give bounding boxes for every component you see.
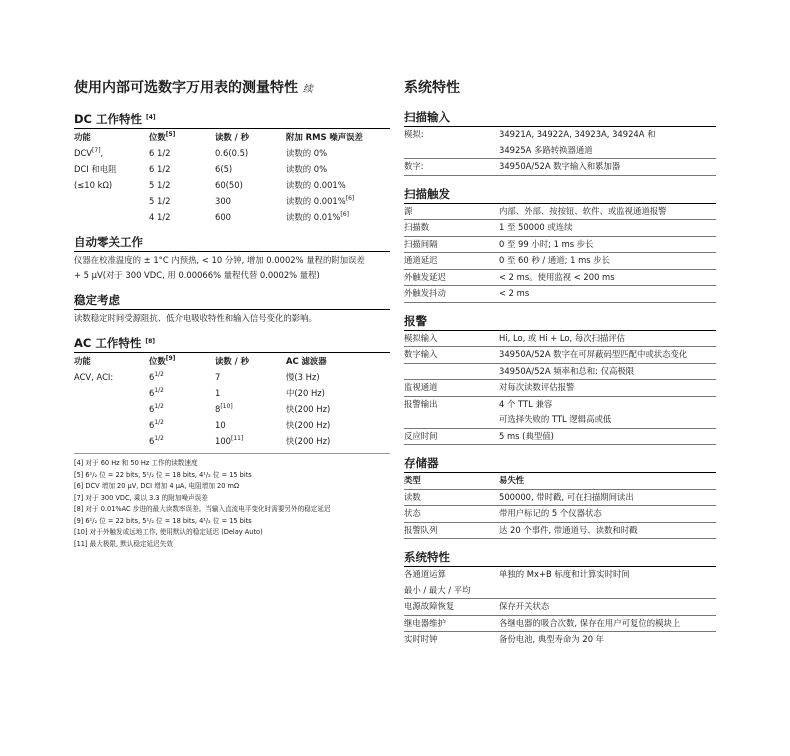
dc-noise-cell xyxy=(286,209,349,225)
spec-key: 报警输出 xyxy=(404,398,438,409)
right-section-title: 系统特性 xyxy=(404,550,716,567)
ac-row xyxy=(74,433,390,449)
dc-noise-cell xyxy=(286,177,346,193)
dc-noise-text: 读数的 0% xyxy=(286,164,328,174)
dc-rate-cell: 300 xyxy=(215,196,231,206)
dc-noise-text: 读数的 0% xyxy=(286,148,328,158)
footnote: [9] 6¹/₂ 位 = 22 bits, 5¹/₂ 位 = 18 bits, 4¹/₂ 位 = 15 bits xyxy=(74,516,252,525)
spec-value: Hi, Lo, 或 Hi + Lo, 每次扫描评估 xyxy=(499,332,626,343)
dc-row xyxy=(74,193,390,209)
spec-row xyxy=(404,380,716,397)
dc-noise-cell xyxy=(286,145,327,161)
footnote: [11] 最大极限, 默认稳定延迟失效 xyxy=(74,539,173,548)
footnotes xyxy=(74,453,390,550)
dc-function-cell xyxy=(74,161,149,177)
spec-value: 带用户标记的 5 个仪器状态 xyxy=(499,508,602,518)
spec-key: 读数 xyxy=(404,491,421,502)
spec-key: 状态 xyxy=(404,508,421,518)
ac-digits-frac: 1/2 xyxy=(154,387,164,394)
dc-function-text: DCV xyxy=(74,148,93,158)
spec-key: 外触发抖动 xyxy=(404,288,446,298)
dc-header-digits-ref: [5] xyxy=(165,131,176,138)
dc-function-cell xyxy=(74,177,149,193)
ac-title-ref: [8] xyxy=(145,338,156,345)
spec-value: 达 20 个事件, 带通道号、读数和时戳 xyxy=(499,524,638,535)
spec-row xyxy=(404,397,716,413)
spec-value: 0 至 99 小时; 1 ms 步长 xyxy=(499,238,594,249)
spec-row xyxy=(404,270,716,287)
dc-function-text: (≤10 kΩ) xyxy=(74,180,113,190)
dc-header-digits: 位数 xyxy=(149,132,166,142)
spec-value: 34950A/52A 频率和总和: 仅高极限 xyxy=(499,365,635,376)
spec-key: 数字输入 xyxy=(404,349,438,359)
spec-value: 单独的 Mx+B 标度和计算实时时间 xyxy=(499,569,630,579)
spec-row xyxy=(404,253,716,270)
ac-row xyxy=(74,401,390,417)
ac-digits-frac: 1/2 xyxy=(154,403,164,410)
ac-digits-main: 6 xyxy=(149,436,155,446)
footnote: [10] 对于外触发或远地工作, 使用默认的稳定延迟 (Delay Auto) xyxy=(74,528,263,536)
ac-digits-main: 6 xyxy=(149,404,155,414)
spec-row xyxy=(404,159,716,176)
spec-key: 源 xyxy=(404,205,413,216)
ac-rate-cell xyxy=(215,417,286,433)
autozero-text xyxy=(74,253,390,283)
spec-key xyxy=(404,412,499,428)
autozero-line-2: + 5 μV(对于 300 VDC, 用 0.00066% 量程代替 0.0002% 量程) xyxy=(74,270,320,280)
right-section xyxy=(404,187,716,303)
ac-function-cell xyxy=(74,417,149,433)
dc-header-noise: 附加 RMS 噪声误差 xyxy=(286,132,363,142)
spec-row xyxy=(404,237,716,254)
ac-rate-text: 8 xyxy=(215,404,221,414)
ac-digits-cell xyxy=(149,433,215,449)
ac-header-filter: AC 滤波器 xyxy=(286,356,327,366)
dc-header-function: 功能 xyxy=(74,132,91,142)
dc-digits-cell: 5 1/2 xyxy=(149,180,171,190)
spec-key: 模拟: xyxy=(404,129,424,139)
right-section xyxy=(404,550,716,648)
spec-row xyxy=(404,364,716,381)
right-section-title: 报警 xyxy=(404,314,716,331)
spec-value: 内部、外部、按按钮、软件、或监视通道报警 xyxy=(499,205,667,216)
spec-value: 易失性 xyxy=(499,475,525,485)
spec-value: 500000, 带时戳, 可在扫描期间读出 xyxy=(499,491,634,502)
spec-key: 最小 / 最大 / 平均 xyxy=(404,584,471,595)
ac-rate-ref: [10] xyxy=(220,403,233,410)
spec-key: 实时时钟 xyxy=(404,634,438,644)
spec-row xyxy=(404,616,716,633)
ac-function-cell xyxy=(74,433,149,449)
ac-rate-text: 10 xyxy=(215,420,226,430)
right-column xyxy=(404,78,716,648)
ac-rate-text: 1 xyxy=(215,388,221,398)
dc-title-text: DC 工作特性 xyxy=(74,112,142,126)
dc-row xyxy=(74,161,390,177)
ac-filter-cell: 快(200 Hz) xyxy=(286,404,331,414)
spec-value: 可选择失败的 TTL 逻辑高或低 xyxy=(499,414,612,424)
footnote: [5] 6¹/₂ 位 = 22 bits, 5¹/₂ 位 = 18 bits, 4¹/₂ 位 = 15 bits xyxy=(74,470,252,479)
dc-function-cell xyxy=(74,145,149,161)
ac-header-function: 功能 xyxy=(74,356,91,366)
spec-row xyxy=(404,220,716,237)
settling-title: 稳定考虑 xyxy=(74,293,390,310)
ac-header-digits: 位数 xyxy=(149,356,166,366)
spec-row xyxy=(404,583,716,600)
spec-value: 5 ms (典型值) xyxy=(499,430,554,441)
dc-noise-ref: [6] xyxy=(340,211,349,218)
ac-filter-cell: 慢(3 Hz) xyxy=(286,372,320,382)
ac-digits-main: 6 xyxy=(149,420,155,430)
spec-value: 0 至 60 秒 / 通道; 1 ms 步长 xyxy=(499,255,611,265)
ac-filter-cell: 中(20 Hz) xyxy=(286,388,325,398)
spec-key: 报警队列 xyxy=(404,524,438,535)
spec-row xyxy=(404,473,716,490)
ac-row xyxy=(74,417,390,433)
right-section xyxy=(404,110,716,176)
ac-row xyxy=(74,369,390,385)
ac-row xyxy=(74,385,390,401)
autozero-title: 自动零关工作 xyxy=(74,235,390,252)
spec-key xyxy=(404,364,499,380)
spec-row xyxy=(404,490,716,507)
dc-function-cell xyxy=(74,193,149,209)
spec-value: 保存开关状态 xyxy=(499,601,550,611)
ac-digits-main: 6 xyxy=(149,388,155,398)
dc-table xyxy=(74,129,390,225)
right-sections xyxy=(404,110,716,648)
spec-row xyxy=(404,599,716,616)
dc-rate-cell: 6(5) xyxy=(215,164,233,174)
spec-row xyxy=(404,429,716,446)
ac-function-cell: ACV, ACI: xyxy=(74,372,114,382)
dc-noise-cell xyxy=(286,193,354,209)
ac-rate-cell xyxy=(215,401,286,417)
dc-noise-cell xyxy=(286,161,327,177)
settling-section xyxy=(74,293,390,326)
spec-key: 各通道运算 xyxy=(404,569,446,579)
dc-rate-cell: 600 xyxy=(215,212,231,222)
ac-digits-cell xyxy=(149,417,215,433)
spec-value: 备份电池, 典型寿命为 20 年 xyxy=(499,634,605,644)
autozero-line-1: 仪器在校准温度的 ± 1°C 内预热, < 10 分钟, 增加 0.0002% 量程的附加误差 xyxy=(74,255,365,265)
dc-row xyxy=(74,177,390,193)
dc-function-tail: , xyxy=(100,148,104,158)
dc-row xyxy=(74,145,390,161)
spec-value: < 2 ms。使用监视 < 200 ms xyxy=(499,271,615,282)
spec-key: 类型 xyxy=(404,475,421,485)
right-section xyxy=(404,314,716,446)
dc-function-text: DCI 和电阻 xyxy=(74,164,117,174)
ac-digits-frac: 1/2 xyxy=(154,371,164,378)
spec-value: 对每次读数评估报警 xyxy=(499,382,575,392)
section-gap xyxy=(404,539,716,550)
spec-row xyxy=(404,567,716,583)
right-section-title: 扫描输入 xyxy=(404,110,716,127)
dc-digits-cell: 6 1/2 xyxy=(149,164,171,174)
ac-section-title xyxy=(74,336,390,353)
ac-digits-cell xyxy=(149,369,215,385)
spec-value: 34950A/52A 数字输入和累加器 xyxy=(499,161,621,171)
section-gap xyxy=(404,445,716,456)
dc-digits-cell: 5 1/2 xyxy=(149,196,171,206)
left-title-text: 使用内部可选数字万用表的测量特性 xyxy=(74,80,298,96)
ac-section xyxy=(74,336,390,449)
spec-key: 扫描数 xyxy=(404,222,430,232)
spec-row xyxy=(404,506,716,523)
dc-header-rate: 读数 / 秒 xyxy=(215,132,250,142)
dc-digits-cell: 4 1/2 xyxy=(149,212,171,222)
ac-function-cell xyxy=(74,401,149,417)
left-page-title xyxy=(74,78,390,100)
dc-function-ref: [7] xyxy=(92,147,101,154)
spec-key: 模拟输入 xyxy=(404,332,438,343)
ac-digits-cell xyxy=(149,401,215,417)
spec-key xyxy=(404,143,499,159)
spec-row xyxy=(404,127,716,143)
ac-header-digits-ref: [9] xyxy=(165,355,176,362)
footnote: [7] 对于 300 VDC, 乘以 3.3 的附加噪声误差 xyxy=(74,493,208,502)
spec-row xyxy=(404,347,716,364)
spec-row xyxy=(404,204,716,221)
ac-digits-frac: 1/2 xyxy=(154,435,164,442)
spec-value: 1 至 50000 或连续 xyxy=(499,222,573,232)
left-column xyxy=(74,78,390,550)
ac-rate-cell xyxy=(215,433,286,449)
ac-rate-ref: [11] xyxy=(231,435,244,442)
ac-filter-cell: 快(200 Hz) xyxy=(286,420,331,430)
spec-row xyxy=(404,331,716,348)
spec-row xyxy=(404,286,716,303)
spec-key: 继电器维护 xyxy=(404,617,446,628)
spec-key: 外触发延迟 xyxy=(404,271,446,282)
dc-header-row xyxy=(74,129,390,145)
spec-value: 4 个 TTL 兼容 xyxy=(499,398,553,409)
ac-rate-text: 100 xyxy=(215,436,231,446)
ac-filter-cell: 快(200 Hz) xyxy=(286,436,331,446)
ac-digits-cell xyxy=(149,385,215,401)
dc-section-title xyxy=(74,112,390,129)
autozero-section xyxy=(74,235,390,283)
ac-rate-text: 7 xyxy=(215,372,221,382)
ac-table xyxy=(74,353,390,449)
spec-row xyxy=(404,412,716,429)
dc-rate-cell: 0.6(0.5) xyxy=(215,148,249,158)
spec-key: 电源故障恢复 xyxy=(404,601,455,611)
spec-row xyxy=(404,523,716,540)
dc-noise-ref: [6] xyxy=(345,195,355,202)
dc-noise-text: 读数的 0.001% xyxy=(286,180,346,190)
spec-key: 通道延迟 xyxy=(404,255,438,265)
ac-rate-cell xyxy=(215,369,286,385)
right-section xyxy=(404,456,716,539)
spec-row xyxy=(404,632,716,648)
spec-value: 各继电器的吸合次数, 保存在用户可复位的模块上 xyxy=(499,617,681,628)
dc-rate-cell: 60(50) xyxy=(215,180,243,190)
spec-key: 扫描间隔 xyxy=(404,238,438,249)
dc-noise-text: 读数的 0.001% xyxy=(286,196,346,206)
right-section-title: 存储器 xyxy=(404,456,716,473)
spec-key: 监视通道 xyxy=(404,382,438,392)
ac-header-row xyxy=(74,353,390,369)
ac-function-cell xyxy=(74,385,149,401)
right-section-title: 扫描触发 xyxy=(404,187,716,204)
ac-digits-frac: 1/2 xyxy=(154,419,164,426)
spec-value: 34950A/52A 数字在可屏蔽码型匹配中或状态变化 xyxy=(499,349,688,359)
footnote: [4] 对于 60 Hz 和 50 Hz 工作的读数速度 xyxy=(74,459,198,467)
ac-title-text: AC 工作特性 xyxy=(74,336,142,350)
section-gap xyxy=(404,303,716,314)
ac-header-rate: 读数 / 秒 xyxy=(215,356,250,366)
dc-digits-cell: 6 1/2 xyxy=(149,148,171,158)
spec-key: 数字: xyxy=(404,161,424,171)
title-continued: 续 xyxy=(302,84,313,95)
spec-value: 34921A, 34922A, 34923A, 34924A 和 xyxy=(499,129,656,139)
footnote: [6] DCV 增加 20 μV, DCI 增加 4 μA, 电阻增加 20 mΩ xyxy=(74,482,240,490)
spec-value: < 2 ms xyxy=(499,288,530,298)
ac-rate-cell xyxy=(215,385,286,401)
right-page-title: 系统特性 xyxy=(404,80,460,96)
spec-row xyxy=(404,143,716,160)
spec-value xyxy=(499,583,716,599)
footnote: [8] 对于 0.01%AC 步进的最大读数率误差。当输入直流电平变化时需要另外的稳定延迟 xyxy=(74,505,331,513)
dc-title-ref: [4] xyxy=(146,114,156,121)
spec-key: 反应时间 xyxy=(404,430,438,441)
section-gap xyxy=(404,176,716,187)
dc-section xyxy=(74,112,390,225)
spec-value: 34925A 多路转换器通道 xyxy=(499,144,593,155)
dc-noise-text: 读数的 0.01% xyxy=(286,212,341,222)
dc-function-cell xyxy=(74,209,149,225)
ac-digits-main: 6 xyxy=(149,372,155,382)
settling-text: 读数稳定时间受源阻抗、低介电吸收特性和输入信号变化的影响。 xyxy=(74,313,317,323)
dc-row xyxy=(74,209,390,225)
